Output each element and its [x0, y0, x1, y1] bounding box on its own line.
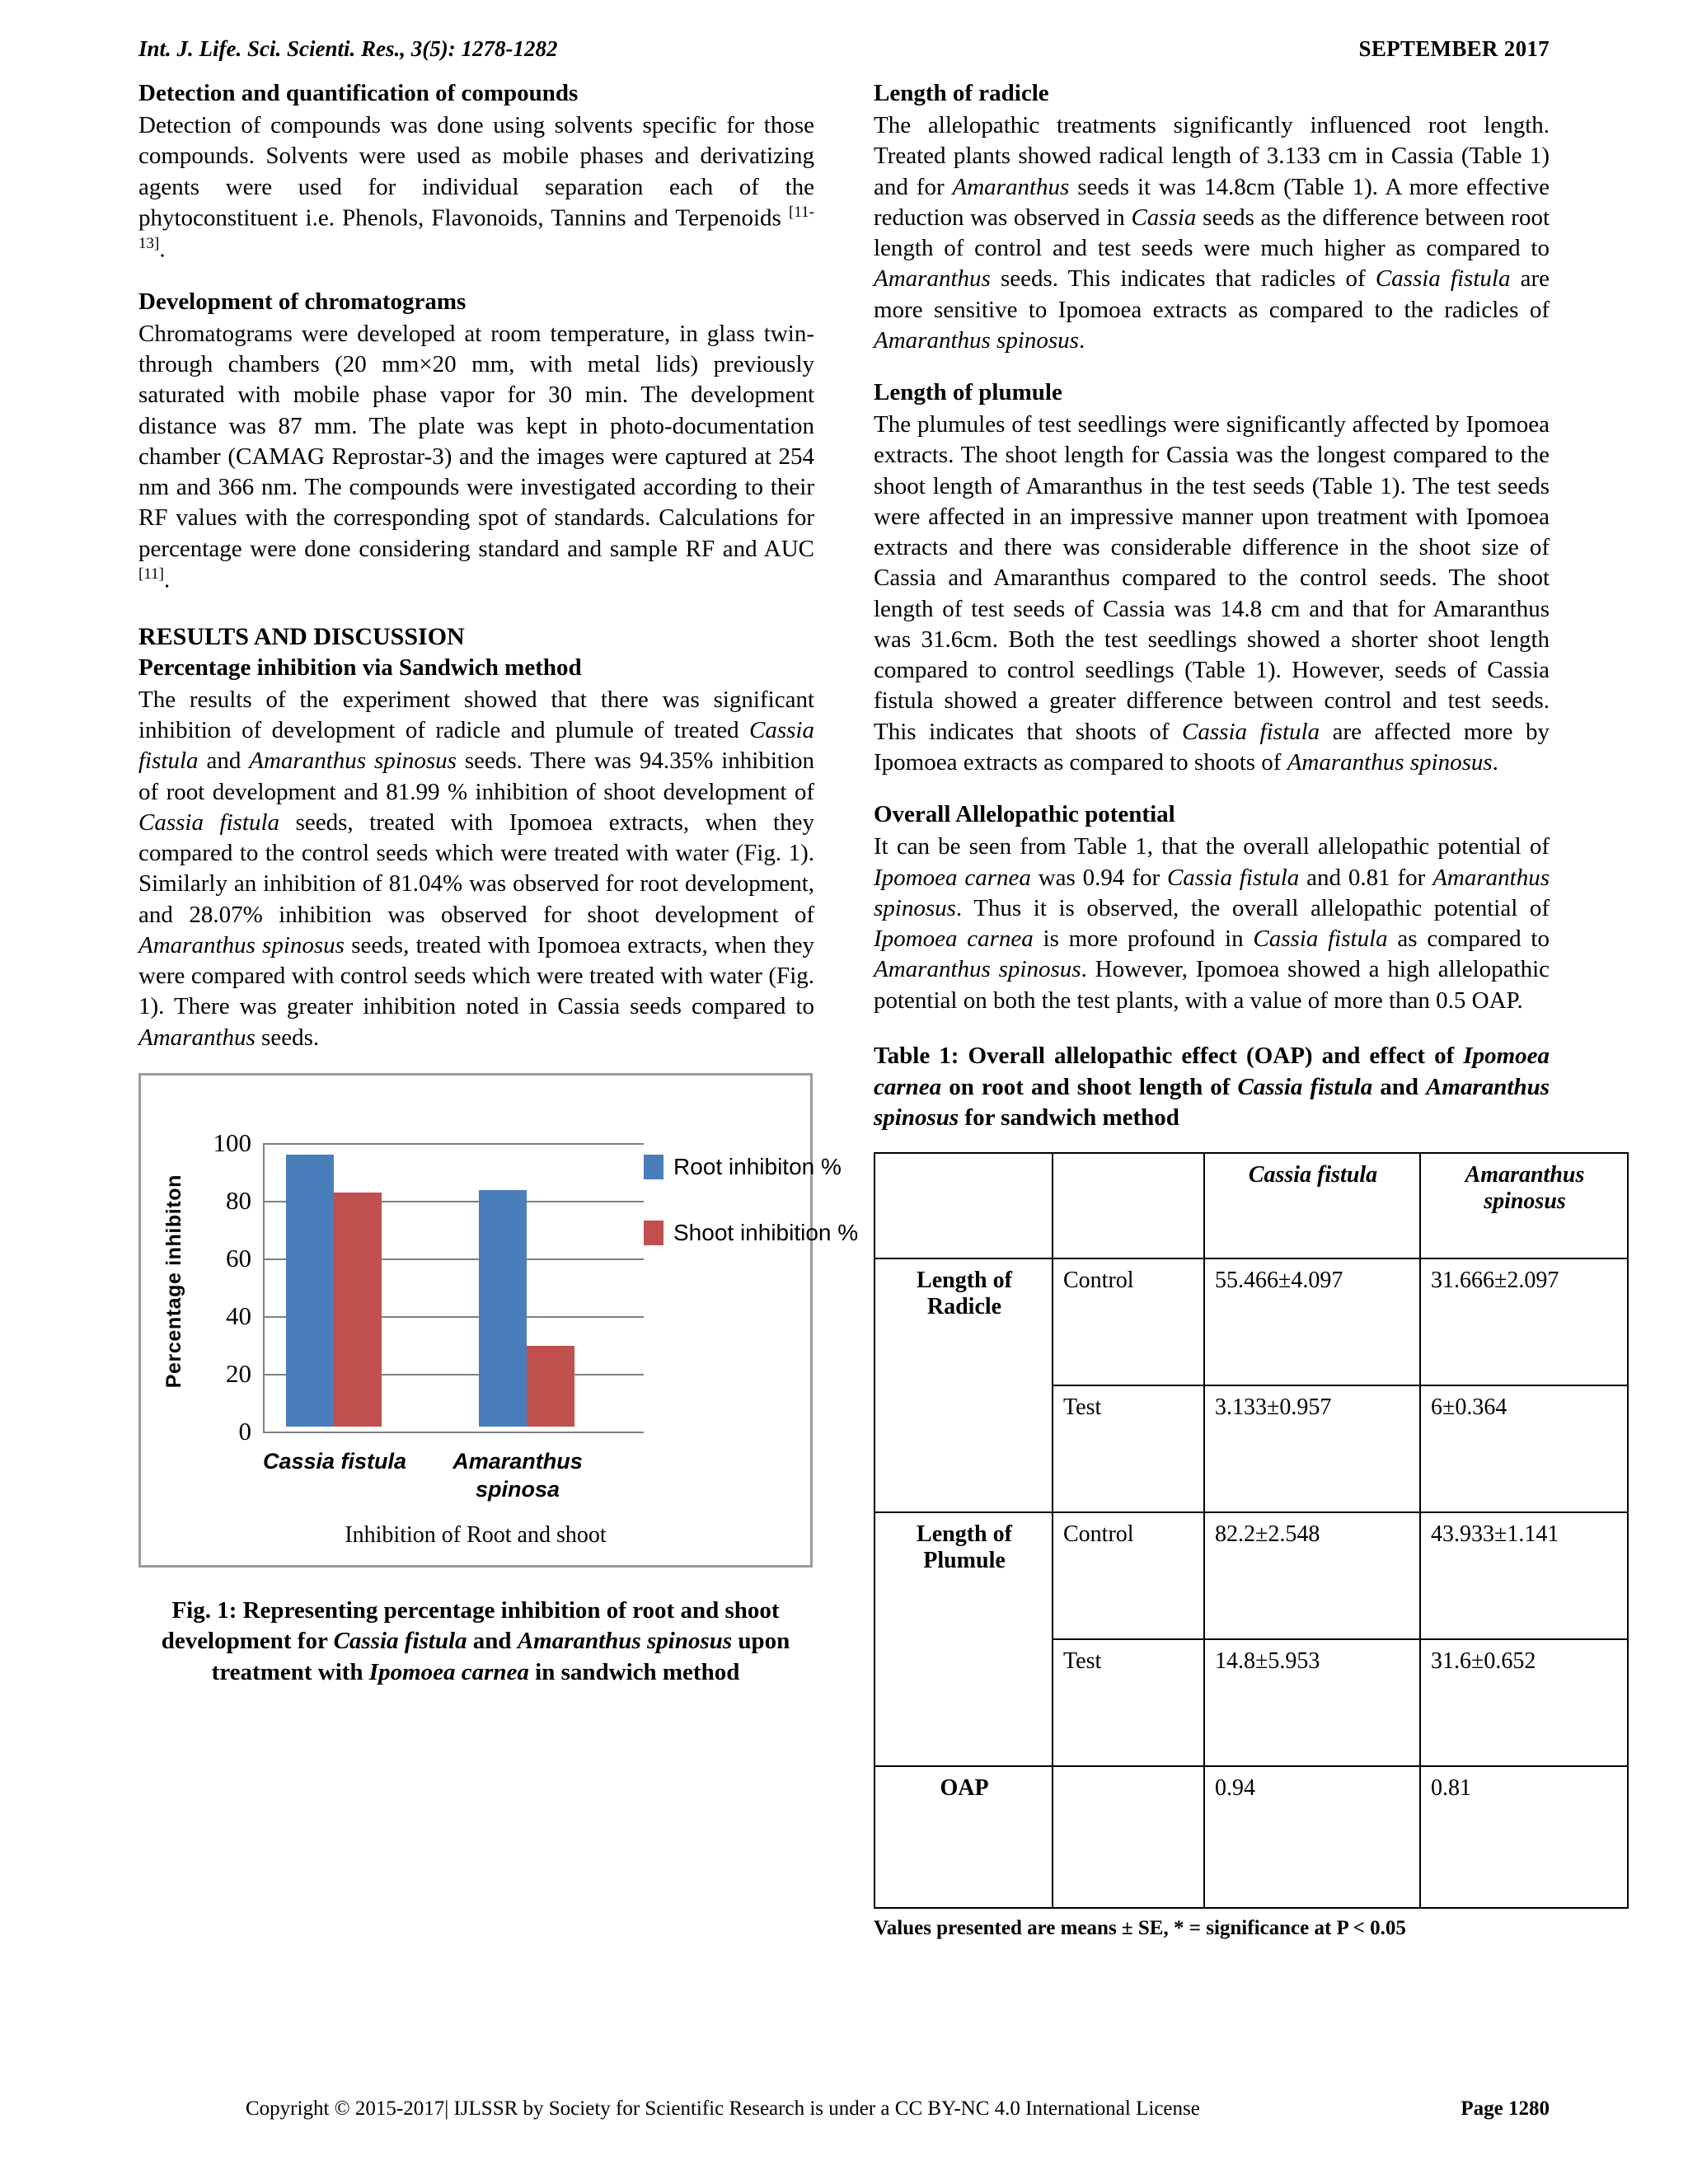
heading-results-and-discussion: RESULTS AND DISCUSSION — [138, 622, 465, 650]
chart-x-axis-title: Inhibition of Root and shoot — [345, 1521, 607, 1548]
legend-swatch-root-icon — [644, 1155, 663, 1179]
axis-y-line — [263, 1143, 265, 1433]
table-header-row — [874, 1153, 1628, 1258]
page-number: Page 1280 — [1461, 2097, 1550, 2120]
table-cell-amaranthus: 6±0.364 — [1420, 1385, 1628, 1512]
table-row — [874, 1766, 1628, 1908]
legend-label-root: Root inhibiton % — [673, 1153, 842, 1179]
legend-label-shoot: Shoot inhibition % — [673, 1219, 859, 1245]
page-footer — [138, 2097, 1550, 2121]
bar-chart — [141, 1076, 859, 1565]
paragraph-detection-end: . — [159, 236, 166, 263]
table-group-oap: OAP — [874, 1766, 1053, 1908]
table-header-blank-1 — [874, 1153, 1053, 1258]
heading-length-of-plumule: Length of plumule — [874, 379, 1062, 406]
heading-length-of-radicle: Length of radicle — [874, 80, 1049, 106]
table-row — [874, 1512, 1628, 1639]
axis-x-baseline — [263, 1432, 644, 1433]
paragraph-chromatograms — [138, 319, 814, 596]
issue-date: SEPTEMBER 2017 — [1358, 36, 1550, 61]
chart-legend — [644, 1154, 858, 1286]
table-cell-cassia: 0.94 — [1204, 1766, 1420, 1908]
table-1-footnote: Values presented are means ± SE, * = significance at P < 0.05 — [874, 1916, 1406, 1939]
y-tick-60: 60 — [226, 1243, 251, 1272]
right-column — [874, 78, 1585, 1940]
table-1 — [874, 1152, 1629, 1909]
table-cell-condition: Test — [1053, 1639, 1204, 1766]
table-cell-condition — [1053, 1766, 1204, 1908]
y-tick-40: 40 — [226, 1301, 251, 1330]
legend-item-shoot — [644, 1220, 858, 1246]
gridline-100 — [263, 1143, 644, 1145]
paragraph-overall-allelopathic-potential: It can be seen from Table 1, that the overall allelopathic potential of Ipomoea carnea was 0.94 for Cassia fistula and 0.81 for Amaranthus spinosus. Thus it is observed, the overall allelopathic potential of Ipomoea carnea is more profound in Cassia fistula as compared to Amaranthus spinosus. However, Ipomoea showed a high allelopathic potential on both the test plants, with a value of more than 0.5 OAP. — [874, 833, 1550, 1014]
paragraph-length-of-radicle: The allelopathic treatments significantly influenced root length. Treated plants showed radical length of 3.133 cm in Cassia (Table 1) and for Amaranthus seeds it was 14.8cm (Table 1). A more effective reduction was observed in Cassia seeds as the difference between root length of control and test seeds were much higher as compared to Amaranthus seeds. This indicates that radicles of Cassia fistula are more sensitive to Ipomoea extracts as compared to the radicles of Amaranthus spinosus. — [874, 112, 1550, 354]
legend-swatch-shoot-icon — [644, 1221, 663, 1245]
y-tick-80: 80 — [226, 1185, 251, 1215]
copyright-notice: Copyright © 2015-2017| IJLSSR by Society for Scientific Research is under a CC BY-NC 4.0 International License — [246, 2097, 1200, 2120]
chart-y-axis-label: Percentage inhibiton — [162, 1174, 185, 1389]
running-head — [138, 36, 1550, 62]
bar-amaranthus-root — [479, 1190, 527, 1427]
paragraph-chromatograms-text: Chromatograms were developed at room temperature, in glass twin-through chambers (20 mm×20 mm, with metal lids) previously saturated with mobile phase vapor for 30 min. The development distance was 87 mm. The plate was kept in photo-documentation chamber (CAMAG Reprostar-3) and the images were captured at 254 nm and 366 nm. The compounds were investigated according to their RF values with the corresponding spot of standards. Calculations for percentage were done considering standard and sample RF and AUC — [138, 320, 814, 562]
x-category-cassia: Cassia fistula — [262, 1448, 407, 1474]
table-header-amaranthus: Amaranthus spinosus — [1420, 1153, 1628, 1258]
heading-detection-quantification: Detection and quantification of compounds — [138, 80, 579, 106]
paragraph-detection — [138, 110, 814, 265]
y-tick-100: 100 — [213, 1127, 251, 1157]
heading-development-chromatograms: Development of chromatograms — [138, 288, 467, 315]
table-cell-amaranthus: 43.933±1.141 — [1420, 1512, 1628, 1639]
paragraph-length-of-plumule: The plumules of test seedlings were significantly affected by Ipomoea extracts. The shoot length for Cassia was the longest compared to the shoot length of Amaranthus in the test seeds (Table 1). The test seeds were affected in an impressive manner upon treatment with Ipomoea extracts and there was considerable difference in the shoot size of Cassia and Amaranthus compared to the control seeds. The shoot length of test seeds of Cassia was 14.8 cm and that for Amaranthus was 31.6cm. Both the test seedlings showed a shorter shoot length compared to control seedlings (Table 1). However, seeds of Cassia fistula showed a greater difference between control and test seeds. This indicates that shoots of Cassia fistula are affected more by Ipomoea extracts as compared to shoots of Amaranthus spinosus. — [874, 411, 1550, 776]
table-cell-cassia: 82.2±2.548 — [1204, 1512, 1420, 1639]
table-cell-amaranthus: 31.6±0.652 — [1420, 1639, 1628, 1766]
citation-ref-11: [11] — [138, 565, 164, 583]
bar-amaranthus-shoot — [527, 1346, 574, 1427]
left-column — [138, 78, 859, 1940]
paragraph-detection-text: Detection of compounds was done using solvents specific for those compounds. Solvents were used as mobile phases and derivatizing agents were used for individual separation each of the phytoconstituent i.e. Phenols, Flavonoids, Tannins and Terpenoids — [138, 112, 814, 232]
bar-cassia-shoot — [334, 1193, 382, 1427]
paragraph-percentage-inhibition: The results of the experiment showed that there was significant inhibition of development of radicle and plumule of treated Cassia fistula and Amaranthus spinosus seeds. There was 94.35% inhibition of root development and 81.99 % inhibition of shoot development of Cassia fistula seeds, treated with Ipomoea extracts, when they compared to the control seeds which were treated with water (Fig. 1). Similarly an inhibition of 81.04% was observed for root development, and 28.07% inhibition was observed for shoot development of Amaranthus spinosus seeds, treated with Ipomoea extracts, when they were compared with control seeds which were treated with water (Fig. 1). There was greater inhibition noted in Cassia seeds compared to Amaranthus seeds. — [138, 686, 815, 1051]
legend-item-root — [644, 1154, 858, 1180]
figure-1-container — [138, 1073, 859, 1568]
y-tick-0: 0 — [238, 1416, 251, 1446]
heading-overall-allelopathic-potential: Overall Allelopathic potential — [874, 801, 1175, 828]
table-header-blank-2 — [1053, 1153, 1204, 1258]
figure-1-caption: Fig. 1: Representing percentage inhibition of root and shoot development for Cassia fistula and Amaranthus spinosus upon treatment with Ipomoea carnea in sandwich method — [161, 1596, 790, 1686]
table-header-cassia: Cassia fistula — [1204, 1153, 1420, 1258]
two-column-body — [138, 78, 1585, 1940]
bar-cassia-root — [286, 1155, 334, 1427]
table-cell-amaranthus: 31.666±2.097 — [1420, 1258, 1628, 1385]
table-cell-cassia: 3.133±0.957 — [1204, 1385, 1420, 1512]
table-cell-cassia: 55.466±4.097 — [1204, 1258, 1420, 1385]
journal-citation: Int. J. Life. Sci. Scienti. Res., 3(5): 1278-1282 — [138, 36, 558, 61]
table-cell-condition: Test — [1053, 1385, 1204, 1512]
table-cell-condition: Control — [1053, 1512, 1204, 1639]
heading-percentage-inhibition: Percentage inhibition via Sandwich method — [138, 654, 582, 681]
x-category-amaranthus: Amaranthus spinosa — [452, 1448, 583, 1502]
table-cell-amaranthus: 0.81 — [1420, 1766, 1628, 1908]
table-row — [874, 1258, 1628, 1385]
table-group-length-of-plumule: Length of Plumule — [874, 1512, 1053, 1766]
paragraph-chromatograms-end: . — [163, 566, 171, 593]
table-group-length-of-radicle: Length of Radicle — [874, 1258, 1053, 1512]
table-cell-cassia: 14.8±5.953 — [1204, 1639, 1420, 1766]
table-1-caption: Table 1: Overall allelopathic effect (OAP) and effect of Ipomoea carnea on root and shoot length of Cassia fistula and Amaranthus spinosus for sandwich method — [874, 1042, 1550, 1132]
y-tick-20: 20 — [226, 1358, 251, 1388]
table-cell-condition: Control — [1053, 1258, 1204, 1385]
citation-ref-11-13: [11-13] — [138, 203, 814, 252]
